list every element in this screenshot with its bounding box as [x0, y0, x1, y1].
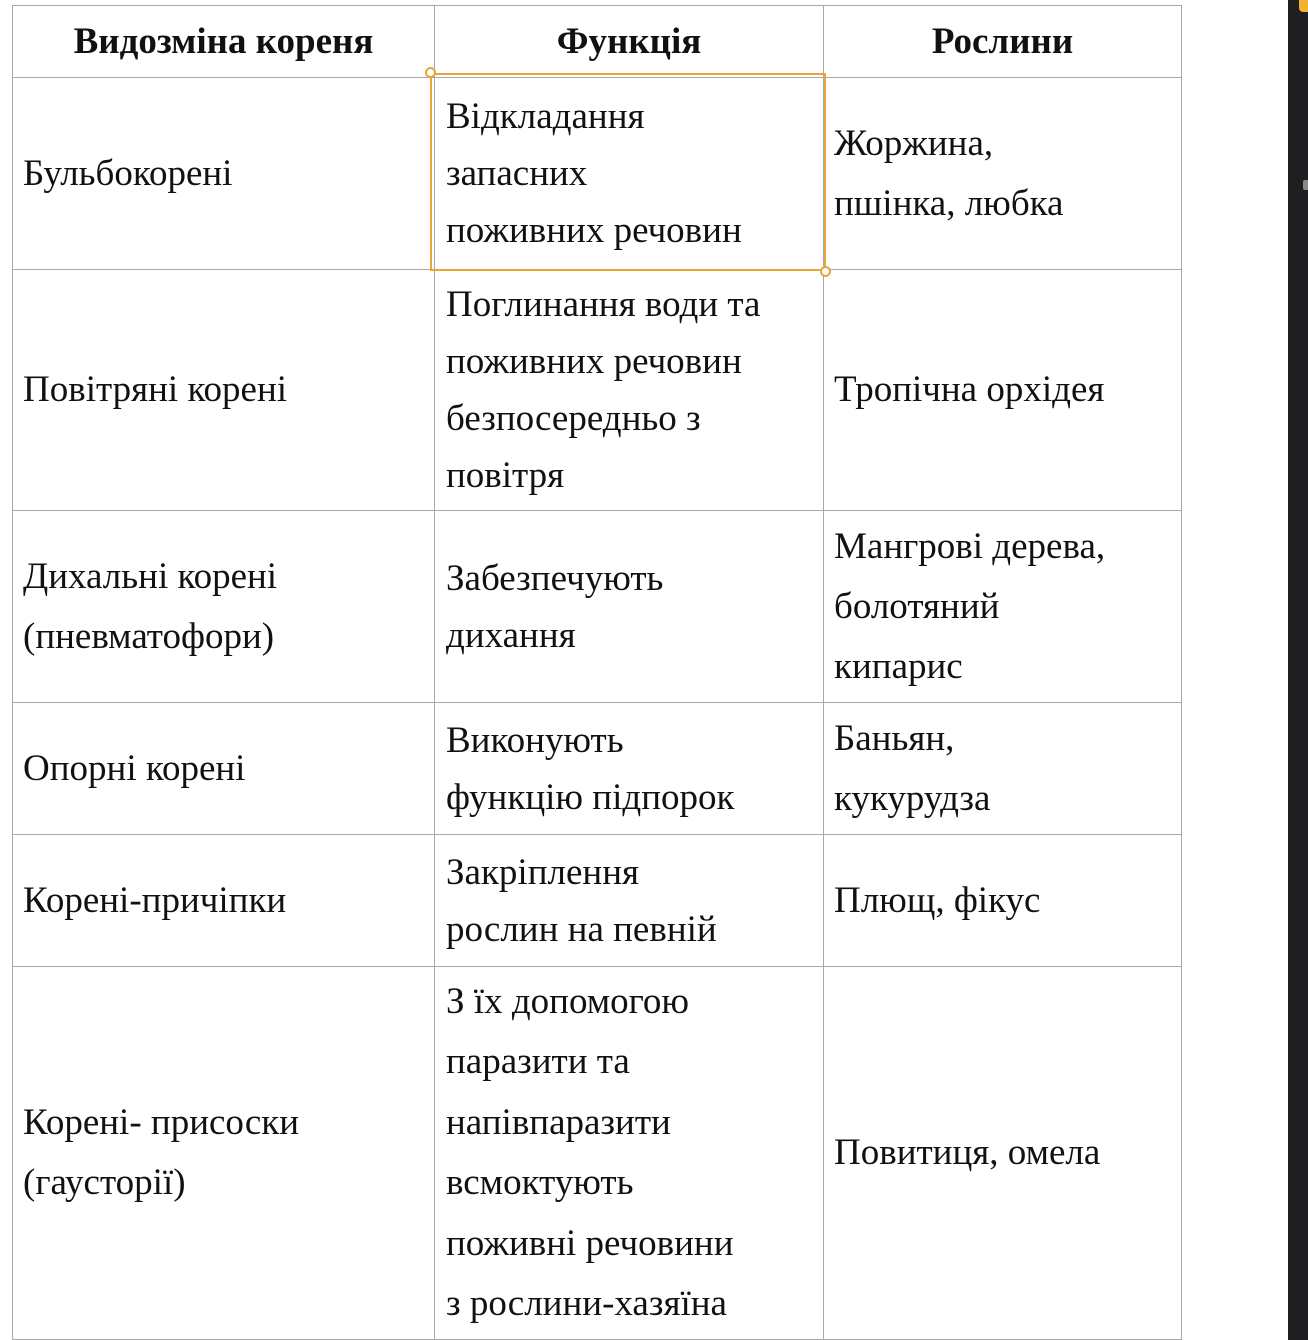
- cell-line: Плющ, фікус: [834, 879, 1041, 921]
- cell-line: рослин на певній: [446, 908, 717, 950]
- cell-line: пшінка, любка: [834, 182, 1064, 224]
- root-modifications-table: [12, 5, 1182, 1340]
- cell-function[interactable]: [435, 703, 824, 835]
- cell-line: повітря: [446, 455, 565, 496]
- cell-line: Закріплення: [446, 851, 640, 893]
- cell-modification[interactable]: [13, 835, 435, 967]
- cell-line: Відкладання: [446, 96, 645, 137]
- cell-line: функцію підпорок: [446, 776, 735, 818]
- cell-line: Тропічна орхідея: [834, 369, 1105, 410]
- header-function[interactable]: Функція: [435, 6, 824, 78]
- panel-edge-marker: [1303, 180, 1308, 190]
- cell-line: Повітряні корені: [23, 369, 288, 410]
- selection-handle-top-left[interactable]: [425, 67, 436, 78]
- cell-plants[interactable]: [824, 703, 1182, 835]
- cell-line: поживні речовини: [446, 1222, 734, 1264]
- cell-line: Виконують: [446, 719, 624, 761]
- cell-modification[interactable]: [13, 270, 435, 511]
- cell-modification[interactable]: [13, 78, 435, 270]
- cell-line: Бульбокорені: [23, 152, 233, 194]
- table-row: [13, 835, 1182, 967]
- cell-line: запасних: [446, 153, 588, 194]
- cell-line: Поглинання води та: [446, 284, 761, 325]
- cell-function[interactable]: [435, 270, 824, 511]
- cell-line: поживних речовин: [446, 210, 742, 251]
- cell-plants[interactable]: [824, 270, 1182, 511]
- cell-function-selected[interactable]: [435, 78, 824, 270]
- table-row: [13, 78, 1182, 270]
- cell-line: всмоктують: [446, 1162, 634, 1203]
- cell-plants[interactable]: [824, 835, 1182, 967]
- table-row: [13, 967, 1182, 1340]
- cell-line: Жоржина,: [834, 122, 994, 164]
- selection-handle-bottom-right[interactable]: [820, 266, 831, 277]
- cell-line: Баньян,: [834, 717, 955, 759]
- header-plants[interactable]: Рослини: [824, 6, 1182, 78]
- table-row: [13, 270, 1182, 511]
- cell-line: кипарис: [834, 645, 963, 687]
- cell-line: поживних речовин: [446, 341, 742, 382]
- cell-function[interactable]: [435, 835, 824, 967]
- cell-line: Мангрові дерева,: [834, 525, 1106, 567]
- cell-line: безпосередньо з: [446, 398, 701, 439]
- table-row: [13, 511, 1182, 703]
- side-panel: [1288, 0, 1308, 1340]
- cell-line: Повитиця, омела: [834, 1132, 1101, 1173]
- cell-line: Опорні корені: [23, 747, 246, 789]
- cell-line: з рослини-хазяїна: [446, 1283, 727, 1324]
- cell-line: (пневматофори): [23, 615, 275, 657]
- cell-line: паразити та: [446, 1041, 630, 1082]
- cell-line: Корені-причіпки: [23, 879, 287, 921]
- cell-line: (гаусторії): [23, 1162, 186, 1203]
- cell-plants[interactable]: [824, 78, 1182, 270]
- cell-line: Забезпечують: [446, 557, 664, 599]
- panel-accent-tab[interactable]: [1299, 0, 1308, 12]
- cell-line: кукурудза: [834, 777, 991, 819]
- table-header-row: [13, 6, 1182, 78]
- cell-line: болотяний: [834, 585, 1000, 627]
- cell-line: дихання: [446, 614, 576, 656]
- cell-line: Дихальні корені: [23, 555, 278, 597]
- cell-plants[interactable]: [824, 967, 1182, 1340]
- cell-modification[interactable]: [13, 703, 435, 835]
- cell-line: напівпаразити: [446, 1101, 671, 1143]
- cell-line: З їх допомогою: [446, 980, 690, 1022]
- cell-modification[interactable]: [13, 511, 435, 703]
- cell-plants[interactable]: [824, 511, 1182, 703]
- header-modification[interactable]: Видозміна кореня: [13, 6, 435, 78]
- cell-function[interactable]: [435, 967, 824, 1340]
- cell-function[interactable]: [435, 511, 824, 703]
- cell-modification[interactable]: [13, 967, 435, 1340]
- cell-line: Корені- присоски: [23, 1102, 300, 1143]
- table-row: [13, 703, 1182, 835]
